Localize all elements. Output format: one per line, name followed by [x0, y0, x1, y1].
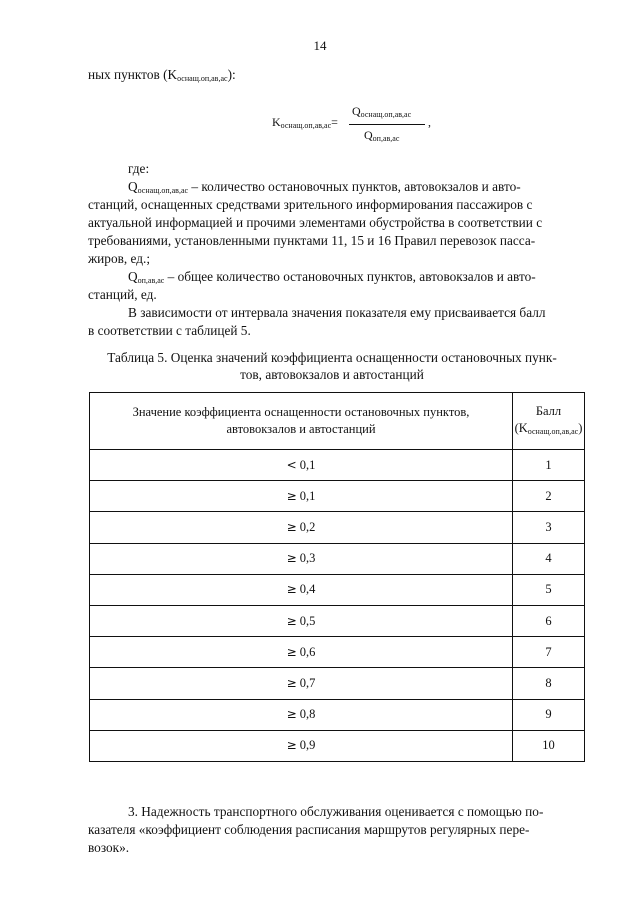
- value-cell: [90, 668, 513, 699]
- para-line1: В зависимости от интервала значения показателя ему присваивается балл: [128, 305, 546, 320]
- header-score-sym: (K: [514, 420, 528, 435]
- caption-line2: тов, автовокзалов и автостанций: [240, 367, 424, 382]
- table-row: [90, 481, 585, 512]
- threshold-value: 0,8: [299, 707, 316, 722]
- header-score-tail: ): [578, 420, 583, 435]
- value-cell: [90, 574, 513, 605]
- table-row: [90, 543, 585, 574]
- formula-lhs-symbol: K: [272, 115, 281, 129]
- comparison-sign: ≥: [286, 644, 297, 659]
- value-cell: [90, 699, 513, 730]
- table-row: [90, 637, 585, 668]
- def1-text-1: – количество остановочных пунктов, автовокзалов и авто-: [188, 179, 521, 194]
- score-cell: 2: [513, 481, 585, 512]
- score-table: [89, 392, 585, 762]
- section3-line2: казателя «коэффициент соблюдения расписания маршрутов регулярных пере-: [88, 822, 530, 837]
- value-cell: [90, 450, 513, 481]
- def2-line1: [128, 268, 536, 290]
- formula-numerator: [352, 104, 411, 119]
- page-number: 14: [313, 38, 327, 53]
- table-row: [90, 450, 585, 481]
- table-row: [90, 605, 585, 636]
- threshold-value: 0,3: [299, 551, 316, 566]
- table-row: [90, 512, 585, 543]
- formula-lhs-sub: оснащ.оп,ав,ас: [280, 121, 332, 130]
- score-cell: 9: [513, 699, 585, 730]
- table-body: [90, 450, 585, 762]
- intro-text: ных пунктов (K: [88, 67, 178, 82]
- intro-line: [88, 66, 236, 88]
- def1-sub: оснащ.оп,ав,ас: [137, 186, 189, 195]
- comparison-sign: ≥: [286, 519, 297, 534]
- header-value-line2: автовокзалов и автостанций: [226, 422, 376, 436]
- score-cell: 6: [513, 605, 585, 636]
- score-cell: 8: [513, 668, 585, 699]
- comparison-sign: ≥: [286, 582, 297, 597]
- table-row: [90, 668, 585, 699]
- value-cell: [90, 543, 513, 574]
- threshold-value: 0,5: [299, 613, 316, 628]
- score-cell: 4: [513, 543, 585, 574]
- formula-den-symbol: Q: [364, 128, 373, 142]
- value-cell: [90, 637, 513, 668]
- comparison-sign: ≥: [286, 707, 297, 722]
- comparison-sign: <: [286, 457, 297, 472]
- def2-sub: оп,ав,ас: [137, 276, 165, 285]
- def2-symbol: Q: [128, 269, 138, 284]
- value-cell: [90, 512, 513, 543]
- header-score-sub: оснащ.оп,ав,ас: [527, 426, 579, 436]
- intro-sub: оснащ.оп,ав,ас: [177, 74, 228, 83]
- table-row: [90, 574, 585, 605]
- section3-line1: 3. Надежность транспортного обслуживания оценивается с помощью по-: [128, 804, 544, 819]
- formula-num-sub: оснащ.оп,ав,ас: [360, 110, 412, 119]
- threshold-value: 0,6: [299, 644, 316, 659]
- score-cell: 7: [513, 637, 585, 668]
- threshold-value: 0,7: [299, 675, 316, 690]
- fraction-bar: [349, 124, 425, 125]
- table-row: [90, 730, 585, 761]
- threshold-value: 0,1: [299, 457, 316, 472]
- value-cell: [90, 730, 513, 761]
- score-cell: 3: [513, 512, 585, 543]
- table-row: [90, 699, 585, 730]
- formula-comma: ,: [428, 115, 431, 129]
- def1-line2: станций, оснащенных средствами зрительного информирования пассажиров с: [88, 197, 533, 212]
- intro-tail: ):: [227, 67, 236, 82]
- threshold-value: 0,2: [299, 519, 316, 534]
- table-caption: [82, 349, 582, 383]
- score-cell: 1: [513, 450, 585, 481]
- def1-symbol: Q: [128, 179, 138, 194]
- header-score-symbol: [513, 420, 584, 440]
- comparison-sign: ≥: [286, 675, 297, 690]
- score-cell: 5: [513, 574, 585, 605]
- where-label: где:: [128, 161, 150, 176]
- table-header-row: [90, 393, 585, 450]
- threshold-value: 0,1: [299, 488, 316, 503]
- formula-equals: =: [331, 115, 338, 129]
- comparison-sign: ≥: [286, 613, 297, 628]
- comparison-sign: ≥: [286, 488, 297, 503]
- section3-line3: возок».: [88, 840, 130, 855]
- threshold-value: 0,4: [299, 582, 316, 597]
- formula-den-sub: оп,ав,ас: [372, 134, 400, 143]
- def1-line3: актуальной информацией и прочими элементами обустройства в соответствии с: [88, 215, 543, 230]
- def1-line4: требованиями, установленными пунктами 11, 15 и 16 Правил перевозок пасса-: [88, 233, 536, 248]
- caption-line1: Таблица 5. Оценка значений коэффициента оснащенности остановочных пунк-: [107, 350, 557, 365]
- score-cell: 10: [513, 730, 585, 761]
- formula-num-symbol: Q: [352, 104, 361, 118]
- def2-line2: станций, ед.: [88, 287, 157, 302]
- header-value-line1: Значение коэффициента оснащенности остановочных пунктов,: [132, 405, 470, 419]
- def2-text-1: – общее количество остановочных пунктов, автовокзалов и авто-: [164, 269, 536, 284]
- formula-denominator: [364, 128, 399, 143]
- threshold-value: 0,9: [299, 738, 316, 753]
- para-line2: в соответствии с таблицей 5.: [88, 323, 251, 338]
- comparison-sign: ≥: [286, 551, 297, 566]
- header-score-cell: [513, 393, 585, 450]
- comparison-sign: ≥: [286, 738, 297, 753]
- def1-line5: жиров, ед.;: [88, 251, 151, 266]
- value-cell: [90, 605, 513, 636]
- header-value-cell: [90, 393, 513, 450]
- value-cell: [90, 481, 513, 512]
- formula-lhs: [272, 115, 338, 130]
- header-score-label: Балл: [535, 403, 562, 418]
